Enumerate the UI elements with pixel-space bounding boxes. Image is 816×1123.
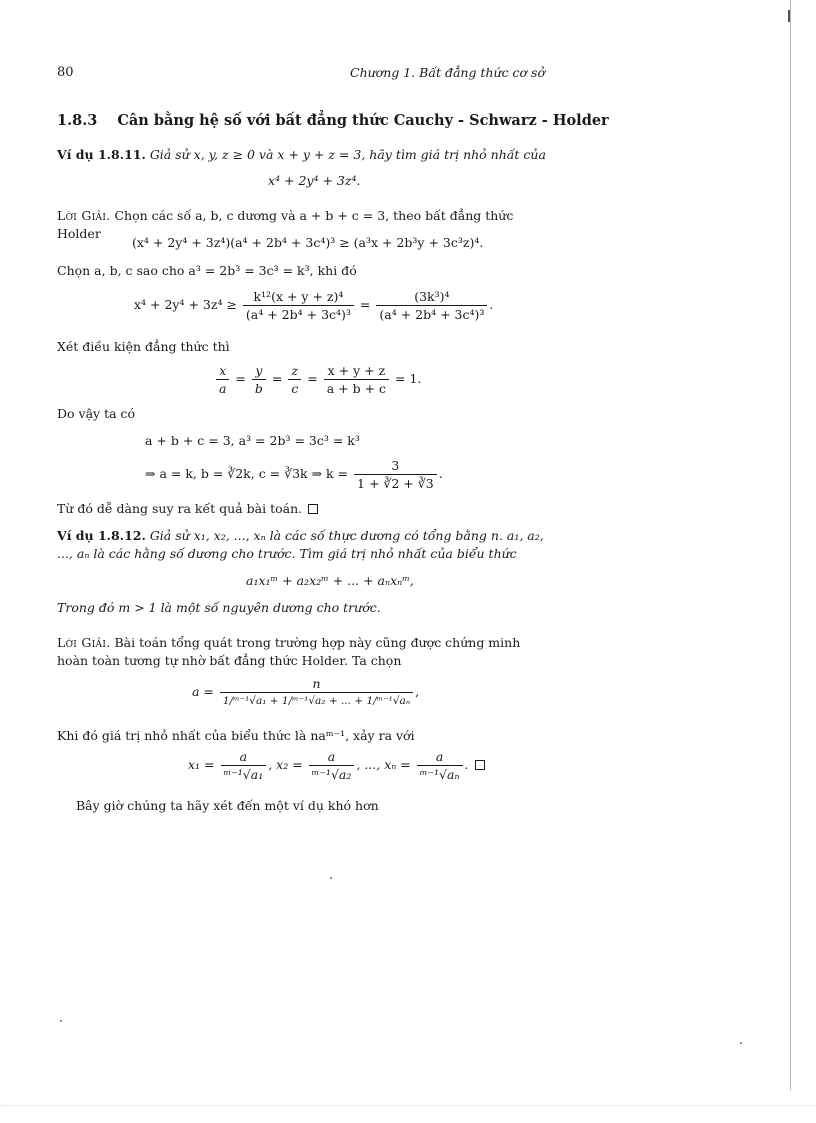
solution-1-intro-text: Chọn các số a, b, c dương và a + b + c = 3, theo bất đẳng thức Holder (57, 208, 514, 241)
xn-fraction (417, 748, 463, 783)
ineq-fraction-2 (376, 288, 487, 323)
system-line-2: ⇒ a = k, b = ∛2k, c = ∛3k ⇒ k = $\frac{3}{1 + ∛2 + ∛3}$ . (145, 458, 443, 491)
num-z: z (291, 363, 299, 378)
ineq-end: . (489, 297, 494, 312)
x1-left: x₁ = (188, 757, 215, 772)
x-end: . (464, 757, 469, 772)
a-num: n (312, 676, 321, 691)
den-b: b (252, 379, 266, 397)
frac-sum (324, 362, 389, 397)
main-inequality (134, 288, 493, 323)
num-x: x (219, 363, 227, 378)
closing-paragraph: Bây giờ chúng ta hãy xét đến một ví dụ khó hơn (76, 798, 379, 813)
solution-2-label: Lời Giải. (57, 635, 111, 650)
min-value-text: Khi đó giá trị nhỏ nhất của biểu thức là naᵐ⁻¹, xảy ra với (57, 728, 415, 743)
ineq-den-2: (a⁴ + 2b⁴ + 3c⁴)³ (376, 305, 487, 323)
page-number: 80 (57, 65, 74, 80)
a-definition (192, 675, 419, 710)
k-fraction (354, 457, 437, 492)
example-2-statement (57, 527, 547, 563)
page-edge-mark (788, 10, 790, 22)
qed-icon (308, 504, 318, 514)
example-1-text: Giả sử x, y, z ≥ 0 và x + y + z = 3, hãy tìm giá trị nhỏ nhất của (149, 147, 546, 162)
equality-chain: $\frac{x}{a}$ = $\frac{y}{b}$ = $\frac{z}{c}$ = $\frac{x + y + z}{a + b + c}$ = 1. (214, 362, 421, 397)
running-header: Chương 1. Bất đẳng thức cơ sở (350, 65, 545, 80)
equality-end: = 1. (395, 371, 422, 386)
holder-inequality: (x⁴ + 2y⁴ + 3z⁴)(a⁴ + 2b⁴ + 3c⁴)³ ≥ (a³x + 2b³y + 3c³z)⁴. (132, 235, 484, 250)
xn-left: , ..., xₙ = (356, 757, 411, 772)
ineq-fraction-1 (243, 288, 354, 323)
a-end: , (415, 684, 420, 699)
ineq-equals: = (359, 297, 371, 312)
den-a: a (216, 379, 229, 397)
num-sum: x + y + z (327, 363, 386, 378)
x2-fraction (309, 748, 355, 783)
equality-condition-text: Xét điều kiện đẳng thức thì (57, 339, 230, 354)
frac-y-b (252, 362, 266, 397)
conclusion-text: Từ đó dễ dàng suy ra kết quả bài toán. (57, 501, 303, 516)
section-title: Cân bằng hệ số với bất đẳng thức Cauchy - Schwarz - Holder (117, 112, 609, 129)
den-sum: a + b + c (324, 379, 389, 397)
x2-den: ᵐ⁻¹√a₂ (309, 765, 355, 783)
section-heading (57, 112, 609, 129)
scan-speck (740, 1042, 742, 1044)
frac-x-a (216, 362, 229, 397)
solution-2-intro (57, 634, 547, 670)
qed-icon-2 (475, 760, 485, 770)
solution-1-label: Lời Giải. (57, 208, 111, 223)
a-fraction (220, 675, 413, 710)
ineq-num-2: (3k³)⁴ (414, 289, 450, 304)
scan-border (0, 1105, 816, 1106)
k-num: 3 (391, 458, 400, 473)
x1-den: ᵐ⁻¹√a₁ (221, 765, 267, 783)
solution-2-intro-text: Bài toán tổng quát trong trường hợp này cũng được chứng minh hoàn toàn tương tự nhờ bất đẳng thức Holder. Ta chọn (57, 635, 521, 668)
ineq-left: x⁴ + 2y⁴ + 3z⁴ ≥ (134, 297, 237, 312)
x2-left: , x₂ = (268, 757, 303, 772)
scan-speck (60, 1020, 62, 1022)
page-edge-line (790, 0, 791, 1090)
expr-2: a₁x₁ᵐ + a₂x₂ᵐ + ... + aₙxₙᵐ, (246, 573, 414, 588)
example-2-text: Giả sử x₁, x₂, ..., xₙ là các số thực dương có tổng bằng n. a₁, a₂, ..., aₙ là các hằng số dương cho trước. Tìm giá trị nhỏ nhất của biểu thức (57, 528, 544, 561)
choose-coefficients: Chọn a, b, c sao cho a³ = 2b³ = 3c³ = k³, khi đó (57, 263, 357, 278)
x1-num: a (239, 749, 248, 764)
solution-1-conclusion (57, 500, 547, 518)
system-line-1: a + b + c = 3, a³ = 2b³ = 3c³ = k³ (145, 433, 360, 448)
expr-1: x⁴ + 2y⁴ + 3z⁴. (268, 173, 361, 188)
example-2-label: Ví dụ 1.8.12. (57, 528, 146, 543)
num-y: y (255, 363, 263, 378)
a-den: 1/ᵐ⁻¹√a₁ + 1/ᵐ⁻¹√a₂ + ... + 1/ᵐ⁻¹√aₙ (220, 692, 413, 710)
x-values (188, 748, 485, 783)
k-den: 1 + ∛2 + ∛3 (354, 474, 437, 492)
therefore-text: Do vậy ta có (57, 406, 136, 421)
x1-fraction (221, 748, 267, 783)
system-line-2-text: ⇒ a = k, b = ∛2k, c = ∛3k ⇒ k = (145, 466, 349, 481)
a-left: a = (192, 684, 214, 699)
xn-num: a (435, 749, 444, 764)
frac-z-c (288, 362, 301, 397)
example-1-statement (57, 146, 547, 164)
ineq-den-1: (a⁴ + 2b⁴ + 3c⁴)³ (243, 305, 354, 323)
den-c: c (288, 379, 301, 397)
x2-num: a (327, 749, 336, 764)
scan-speck (330, 877, 332, 879)
example-1-label: Ví dụ 1.8.11. (57, 147, 146, 162)
section-number: 1.8.3 (57, 112, 98, 129)
xn-den: ᵐ⁻¹√aₙ (417, 765, 463, 783)
ineq-num-1: k¹²(x + y + z)⁴ (253, 289, 344, 304)
example-2-note: Trong đó m > 1 là một số nguyên dương cho trước. (57, 600, 381, 615)
